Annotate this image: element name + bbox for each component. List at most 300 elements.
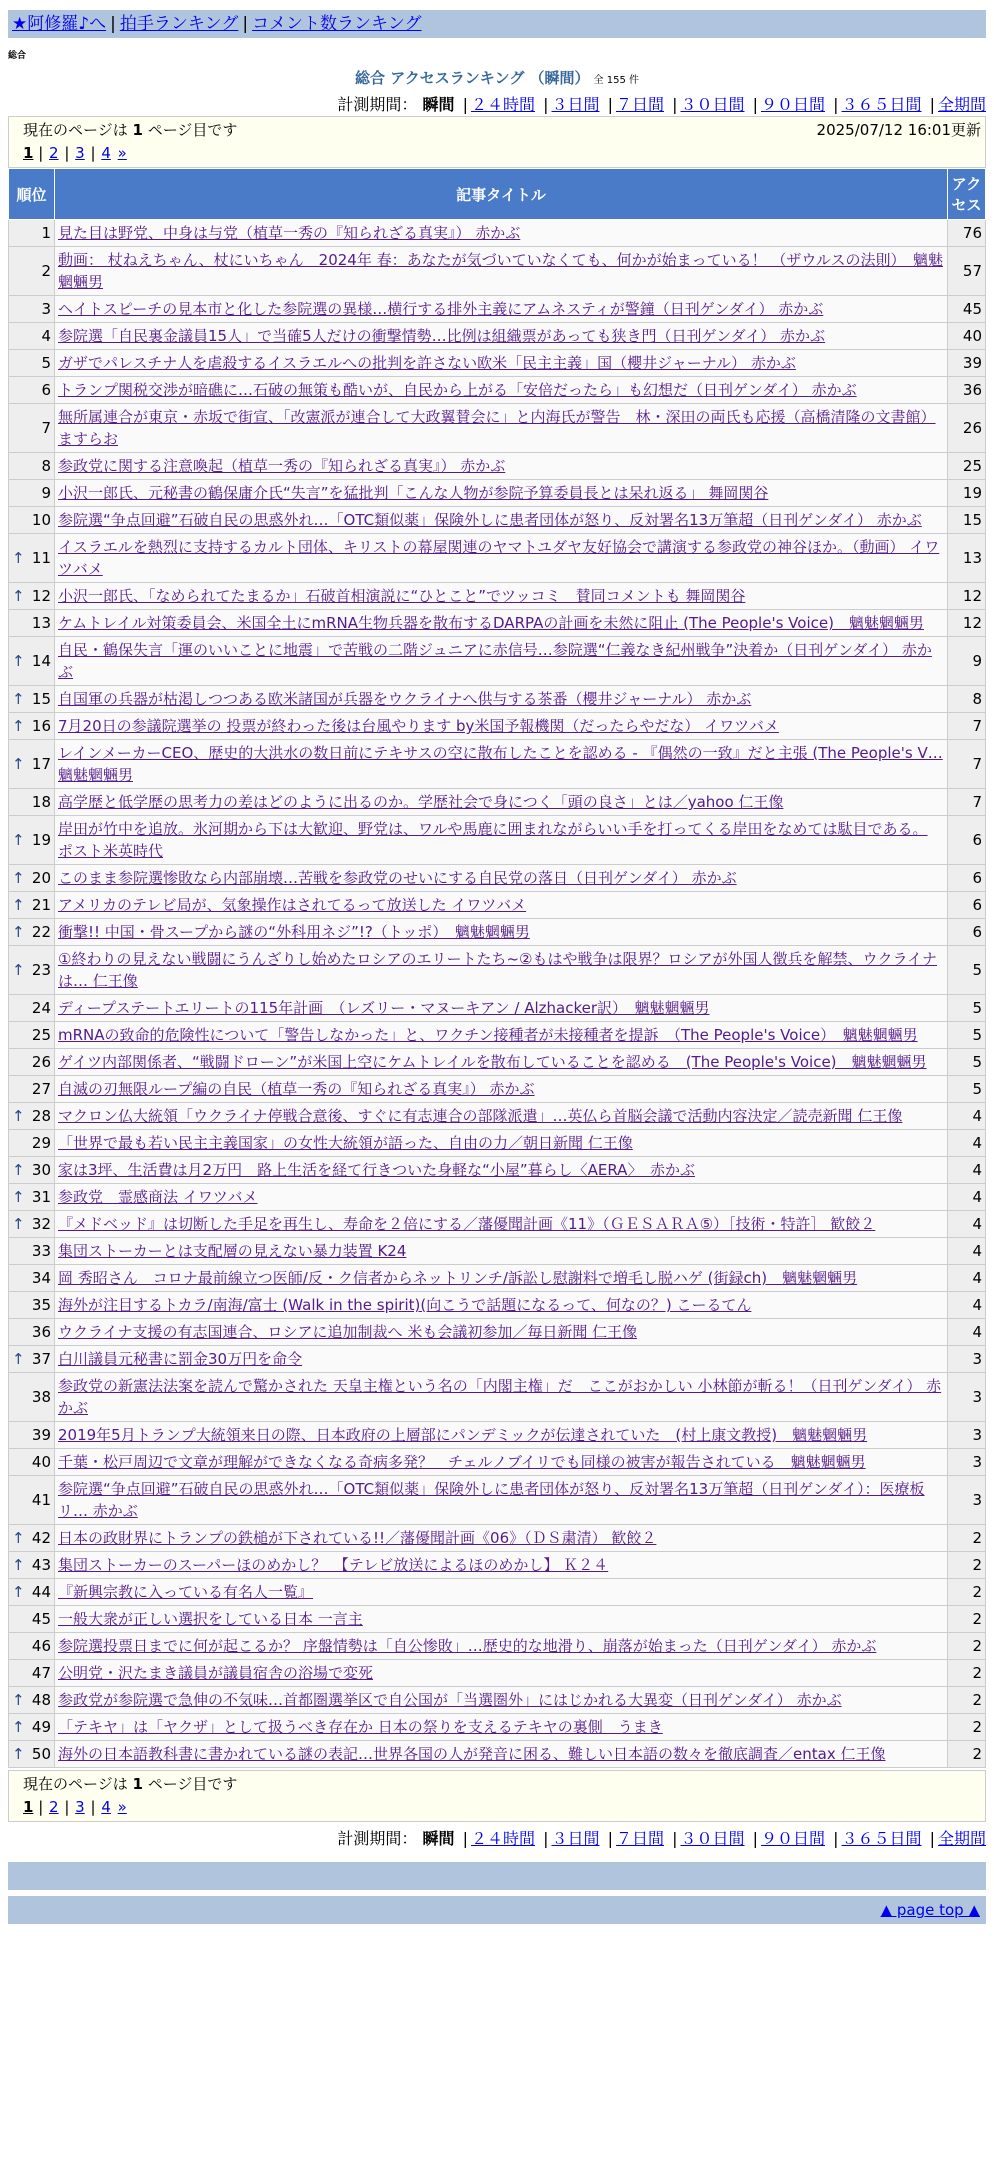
table-row [9, 637, 986, 686]
period-link-90d[interactable]: ９０日間 [760, 95, 825, 114]
access-count: 2 [948, 1606, 986, 1633]
rank-cell [9, 296, 55, 323]
rank-up-arrow-icon: ↑ [12, 690, 25, 708]
updated-timestamp: 2025/07/12 16:01更新 [816, 121, 981, 139]
rank-cell [9, 789, 55, 816]
table-row [9, 583, 986, 610]
title-cell [55, 789, 948, 816]
access-count: 3 [948, 1346, 986, 1373]
rank-cell [9, 816, 55, 865]
article-title-link[interactable]: トランプ関税交渉が暗礁に…石破の無策も酷いが、自民から上がる「安倍だったら」も幻想だ（日刊ゲンダイ） 赤かぶ [58, 381, 857, 399]
period-link-30d[interactable]: ３０日間 [680, 95, 745, 114]
article-title-link[interactable]: 集団ストーカーとは支配層の見えない暴力装置 K24 [58, 1242, 407, 1260]
rank-up-arrow-icon: ↑ [12, 896, 25, 914]
rank-cell [9, 1741, 55, 1768]
rank-number: 7 [41, 419, 51, 437]
title-cell [55, 1579, 948, 1606]
article-title-link[interactable]: 参政党に関する注意喚起（植草一秀の『知られざる真実』） 赤かぶ [58, 457, 506, 475]
article-title-link[interactable]: 『新興宗教に入っている有名人一覧』 [58, 1583, 314, 1601]
top-navigation [8, 10, 986, 38]
article-title-link[interactable]: 7月20日の参議院選挙の 投票が終わった後は台風やります by米国予報機関（だったらやだな） イワツバメ [58, 717, 779, 735]
header-rank: 順位 [9, 169, 55, 220]
ranking-table [8, 168, 986, 1768]
table-row [9, 1552, 986, 1579]
rank-number: 31 [31, 1188, 51, 1206]
period-link-24h[interactable]: ２４時間 [470, 1829, 535, 1848]
title-cell [55, 713, 948, 740]
access-count: 4 [948, 1265, 986, 1292]
article-title-link[interactable]: ヘイトスピーチの見本市と化した参院選の異様…横行する排外主義にアムネスティが警鐘（日刊ゲンダイ） 赤かぶ [58, 300, 824, 318]
article-title-link[interactable]: 千葉・松戸周辺で文章が理解ができなくなる奇病多発？ チェルノブイリでも同様の被害が報告されている 魑魅魍魎男 [58, 1453, 866, 1471]
rank-number: 22 [31, 923, 51, 941]
rank-number: 49 [31, 1718, 51, 1736]
rank-number: 4 [41, 327, 51, 345]
rank-cell [9, 1422, 55, 1449]
title-cell [55, 404, 948, 453]
article-title-link[interactable]: 動画： 杖ねえちゃん、杖にいちゃん 2024年 春：あなたが気づいていなくても、何かが始まっている！ （ザウルスの法則） 魑魅魍魎男 [58, 251, 943, 291]
rank-cell [9, 919, 55, 946]
rank-number: 41 [31, 1491, 51, 1509]
table-row [9, 1319, 986, 1346]
access-count: 6 [948, 865, 986, 892]
page-4-link[interactable]: 4 [101, 1798, 111, 1816]
period-link-365d[interactable]: ３６５日間 [841, 95, 922, 114]
article-title-link[interactable]: 参政党 霊感商法 イワツバメ [58, 1188, 258, 1206]
rank-cell [9, 247, 55, 296]
rank-cell [9, 1211, 55, 1238]
rank-number: 15 [31, 690, 51, 708]
rank-cell [9, 1476, 55, 1525]
rank-cell [9, 1049, 55, 1076]
period-link-90d[interactable]: ９０日間 [760, 1829, 825, 1848]
rank-number: 16 [31, 717, 51, 735]
table-row [9, 1525, 986, 1552]
rank-cell [9, 740, 55, 789]
article-title-link[interactable]: ①終わりの見えない戦闘にうんざりし始めたロシアのエリートたち~②もはや戦争は限界？ロシアが外国人徴兵を解禁、ウクライナは… 仁王像 [58, 950, 938, 990]
article-title-link[interactable]: 岸田が竹中を追放。氷河期から下は大歓迎、野党は、ワルや馬鹿に囲まれながらいい手を打ってくる岸田をなめては駄目である。 ポスト米英時代 [58, 820, 928, 860]
rank-cell [9, 1449, 55, 1476]
period-link-all[interactable]: 全期間 [937, 95, 986, 114]
article-title-link[interactable]: 自滅の刃無限ループ編の自民（植草一秀の『知られざる真実』） 赤かぶ [58, 1080, 535, 1098]
article-title-link[interactable]: ウクライナ支援の有志国連合、ロシアに追加制裁へ 米も会議初参加／毎日新聞 仁王像 [58, 1323, 638, 1341]
rank-cell [9, 1292, 55, 1319]
article-title-link[interactable]: 参政党が参院選で急伸の不気味…首都圏選挙区で自公国が「当選圏外」にはじかれる大異変（日刊ゲンダイ） 赤かぶ [58, 1691, 842, 1709]
article-title-link[interactable]: 自民・鶴保失言「運のいいことに地震」で苦戦の二階ジュニアに赤信号…参院選“仁義なき紀州戦争”決着か（日刊ゲンダイ） 赤かぶ [58, 641, 932, 681]
title-cell [55, 350, 948, 377]
rank-cell [9, 1103, 55, 1130]
title-cell [55, 995, 948, 1022]
access-count: 2 [948, 1741, 986, 1768]
rank-number: 35 [31, 1296, 51, 1314]
access-count: 5 [948, 1022, 986, 1049]
article-title-link[interactable]: このまま参院選惨敗なら内部崩壊…苦戦を参政党のせいにする自民党の落日（日刊ゲンダイ） 赤かぶ [58, 869, 737, 887]
title-cell [55, 1076, 948, 1103]
access-count: 19 [948, 480, 986, 507]
article-title-link[interactable]: 見た目は野党、中身は与党（植草一秀の『知られざる真実』） 赤かぶ [58, 224, 521, 242]
access-count: 2 [948, 1579, 986, 1606]
access-count: 13 [948, 534, 986, 583]
title-cell [55, 1238, 948, 1265]
rank-number: 19 [31, 831, 51, 849]
nav-link-clap-ranking[interactable]: 拍手ランキング [119, 14, 239, 34]
table-row [9, 480, 986, 507]
page-3-link[interactable]: 3 [75, 144, 85, 162]
rank-cell [9, 1525, 55, 1552]
access-count: 4 [948, 1157, 986, 1184]
access-count: 6 [948, 919, 986, 946]
current-page-text: 現在のページは 1 ページ目です [23, 121, 238, 139]
rank-number: 39 [31, 1426, 51, 1444]
rank-number: 12 [31, 587, 51, 605]
rank-cell [9, 1714, 55, 1741]
title-cell [55, 480, 948, 507]
rank-number: 6 [41, 381, 51, 399]
table-row [9, 247, 986, 296]
title-cell [55, 1130, 948, 1157]
rank-number: 44 [31, 1583, 51, 1601]
title-cell [55, 247, 948, 296]
rank-number: 8 [41, 457, 51, 475]
rank-number: 43 [31, 1556, 51, 1574]
article-title-link[interactable]: 公明党・沢たまき議員が議員宿舎の浴場で変死 [58, 1664, 374, 1682]
table-row [9, 1211, 986, 1238]
total-count: 全 155 件 [593, 75, 639, 86]
article-title-link[interactable]: 参院選“争点回避”石破自民の思惑外れ…「OTC類似薬」保険外しに患者団体が怒り、反対署名13万筆超（日刊ゲンダイ）：医療板リ… 赤かぶ [58, 1480, 925, 1520]
article-title-link[interactable]: 衝撃!! 中国・骨スープから謎の“外科用ネジ”!?（トッポ） 魑魅魍魎男 [58, 923, 530, 941]
rank-number: 18 [31, 793, 51, 811]
rank-cell [9, 1076, 55, 1103]
page-top-link[interactable]: ▲ page top ▲ [880, 1901, 980, 1919]
article-title-link[interactable]: 参政党の新憲法法案を読んで驚かされた 天皇主権という名の「内閣主権」だ ここがおかしい 小林節が斬る！（日刊ゲンダイ） 赤かぶ [58, 1377, 942, 1417]
title-cell [55, 1714, 948, 1741]
access-count: 7 [948, 740, 986, 789]
rank-cell [9, 1265, 55, 1292]
rank-number: 48 [31, 1691, 51, 1709]
title-cell [55, 892, 948, 919]
rank-number: 26 [31, 1053, 51, 1071]
period-link-3d[interactable]: ３日間 [551, 95, 600, 114]
rank-cell [9, 1552, 55, 1579]
rank-cell [9, 1373, 55, 1422]
rank-up-arrow-icon: ↑ [12, 1691, 25, 1709]
period-link-24h[interactable]: ２４時間 [470, 95, 535, 114]
table-row [9, 220, 986, 247]
article-title-link[interactable]: 高学歴と低学歴の思考力の差はどのように出るのか。学歴社会で身につく「頭の良さ」とは／yahoo 仁王像 [58, 793, 784, 811]
rank-number: 25 [31, 1026, 51, 1044]
rank-cell [9, 865, 55, 892]
table-row [9, 740, 986, 789]
page-4-link[interactable]: 4 [101, 144, 111, 162]
rank-cell [9, 1184, 55, 1211]
title-cell [55, 816, 948, 865]
table-row [9, 1476, 986, 1525]
rank-up-arrow-icon: ↑ [12, 1718, 25, 1736]
table-row [9, 1292, 986, 1319]
rank-cell [9, 350, 55, 377]
article-title-link[interactable]: 参院選投票日までに何が起こるか？ 序盤情勢は「自公惨敗」…歴史的な地滑り、崩落が始まった（日刊ゲンダイ） 赤かぶ [58, 1637, 877, 1655]
title-cell [55, 1184, 948, 1211]
article-title-link[interactable]: 家は3坪、生活費は月2万円 路上生活を経て行きついた身軽な“小屋”暮らし〈AERA〉 赤かぶ [58, 1161, 695, 1179]
rank-up-arrow-icon: ↑ [12, 717, 25, 735]
access-count: 36 [948, 377, 986, 404]
title-cell [55, 583, 948, 610]
table-row [9, 1687, 986, 1714]
access-count: 7 [948, 789, 986, 816]
article-title-link[interactable]: イスラエルを熱烈に支持するカルト団体、キリストの幕屋関連のヤマトユダヤ友好協会で講演する参政党の神谷ほか。（動画） イワツバメ [58, 538, 940, 578]
rank-number: 42 [31, 1529, 51, 1547]
rank-cell [9, 713, 55, 740]
rank-up-arrow-icon: ↑ [12, 1161, 25, 1179]
rank-cell [9, 995, 55, 1022]
page-title-row [8, 67, 986, 88]
next-page-link[interactable]: » [117, 144, 127, 162]
title-cell [55, 1741, 948, 1768]
rank-number: 11 [31, 549, 51, 567]
page-info-bottom [8, 1770, 986, 1822]
table-row [9, 453, 986, 480]
article-title-link[interactable]: 日本の政財界にトランプの鉄槌が下されている!!／藩優聞計画《06》（ＤＳ粛清） 歓餃２ [58, 1529, 657, 1547]
section-label: 総合 [8, 51, 27, 61]
title-cell [55, 1292, 948, 1319]
article-title-link[interactable]: 小沢一郎氏、「なめられてたまるか」石破首相演説に“ひとこと”でツッコミ 賛同コメントも 舞岡関谷 [58, 587, 746, 605]
rank-cell [9, 946, 55, 995]
table-row [9, 1346, 986, 1373]
access-count: 6 [948, 892, 986, 919]
article-title-link[interactable]: マクロン仏大統領「ウクライナ停戦合意後、すぐに有志連合の部隊派遣」…英仏ら首脳会議で活動内容決定／読売新聞 仁王像 [58, 1107, 903, 1125]
access-count: 7 [948, 713, 986, 740]
period-link-365d[interactable]: ３６５日間 [841, 1829, 922, 1848]
title-cell [55, 1552, 948, 1579]
table-row [9, 296, 986, 323]
table-row [9, 534, 986, 583]
nav-link-asyura[interactable]: ★阿修羅♪へ [12, 14, 107, 34]
rank-number: 33 [31, 1242, 51, 1260]
rank-cell [9, 637, 55, 686]
rank-number: 17 [31, 755, 51, 773]
rank-cell [9, 1157, 55, 1184]
access-count: 2 [948, 1660, 986, 1687]
table-row [9, 1422, 986, 1449]
rank-number: 37 [31, 1350, 51, 1368]
title-cell [55, 1103, 948, 1130]
title-cell [55, 377, 948, 404]
article-title-link[interactable]: 無所属連合が東京・赤坂で街宣、「改憲派が連合して大政翼賛会に」と内海氏が警告 林・深田の両氏も応援（高橋清隆の文書館） ますらお [58, 408, 936, 448]
access-count: 39 [948, 350, 986, 377]
access-count: 4 [948, 1319, 986, 1346]
article-title-link[interactable]: 「テキヤ」は「ヤクザ」として扱うべき存在か 日本の祭りを支えるテキヤの裏側 うまき [58, 1718, 663, 1736]
table-row [9, 1373, 986, 1422]
rank-up-arrow-icon: ↑ [12, 1745, 25, 1763]
rank-cell [9, 1660, 55, 1687]
rank-up-arrow-icon: ↑ [12, 1583, 25, 1601]
article-title-link[interactable]: アメリカのテレビ局が、気象操作はされてるって放送した イワツバメ [58, 896, 527, 914]
rank-number: 27 [31, 1080, 51, 1098]
nav-separator: | [110, 14, 116, 34]
article-title-link[interactable]: 2019年5月トランプ大統領来日の際、日本政府の上層部にパンデミックが伝達されていた (村上康文教授) 魑魅魍魎男 [58, 1426, 868, 1444]
access-count: 26 [948, 404, 986, 453]
table-row [9, 946, 986, 995]
table-row [9, 919, 986, 946]
access-count: 4 [948, 1211, 986, 1238]
rank-number: 28 [31, 1107, 51, 1125]
title-cell [55, 946, 948, 995]
rank-cell [9, 480, 55, 507]
rank-up-arrow-icon: ↑ [12, 923, 25, 941]
rank-cell [9, 610, 55, 637]
rank-cell [9, 1022, 55, 1049]
title-cell [55, 1525, 948, 1552]
article-title-link[interactable]: 参院選「自民裏金議員15人」で当確5人だけの衝撃情勢…比例は組織票があっても狭き門（日刊ゲンダイ） 赤かぶ [58, 327, 826, 345]
article-title-link[interactable]: mRNAの致命的危険性について「警告しなかった」と、ワクチン接種者が未接種者を提訴 （The People's Voice） 魑魅魍魎男 [58, 1026, 918, 1044]
article-title-link[interactable]: ディープステートエリートの115年計画 （レズリー・マヌーキアン / Alzhacker訳） 魑魅魍魎男 [58, 999, 710, 1017]
rank-cell [9, 1346, 55, 1373]
rank-number: 2 [41, 262, 51, 280]
rank-up-arrow-icon: ↑ [12, 961, 25, 979]
title-cell [55, 1476, 948, 1525]
article-title-link[interactable]: ガザでパレスチナ人を虐殺するイスラエルへの批判を許さない欧米「民主主義」国（櫻井ジャーナル） 赤かぶ [58, 354, 796, 372]
page-1: 1 [23, 1798, 34, 1816]
access-count: 5 [948, 1076, 986, 1103]
rank-number: 34 [31, 1269, 51, 1287]
period-current: 瞬間 [422, 1829, 455, 1848]
rank-up-arrow-icon: ↑ [12, 549, 25, 567]
rank-number: 40 [31, 1453, 51, 1471]
rank-up-arrow-icon: ↑ [12, 1350, 25, 1368]
article-title-link[interactable]: 『メドベッド』は切断した手足を再生し、寿命を２倍にする／藩優聞計画《11》（ＧＥＳＡＲＡ⑤）［技術・特許］ 歓餃２ [58, 1215, 876, 1233]
access-count: 2 [948, 1552, 986, 1579]
table-row [9, 865, 986, 892]
period-link-30d[interactable]: ３０日間 [680, 1829, 745, 1848]
title-cell [55, 1022, 948, 1049]
article-title-link[interactable]: 小沢一郎氏、元秘書の鶴保庸介氏“失言”を猛批判「こんな人物が参院予算委員長とは呆れ返る」 舞岡関谷 [58, 484, 769, 502]
title-cell [55, 1346, 948, 1373]
title-cell [55, 1449, 948, 1476]
table-row [9, 1049, 986, 1076]
article-title-link[interactable]: 海外が注目するトカラ/南海/富士 (Walk in the spirit)(向こうで話題になるって、何なの？) こーるてん [58, 1296, 752, 1314]
rank-number: 9 [41, 484, 51, 502]
table-row [9, 1238, 986, 1265]
title-cell [55, 534, 948, 583]
rank-up-arrow-icon: ↑ [12, 652, 25, 670]
table-row [9, 1714, 986, 1741]
article-title-link[interactable]: 集団ストーカーのスーパーほのめかし？ 【テレビ放送によるほのめかし】 Ｋ２４ [58, 1556, 609, 1574]
access-count: 25 [948, 453, 986, 480]
article-title-link[interactable]: ゲイツ内部関係者、“戦闘ドローン”が米国上空にケムトレイルを散布していることを認める (The People's Voice) 魑魅魍魎男 [58, 1053, 927, 1071]
table-row [9, 1184, 986, 1211]
access-count: 12 [948, 583, 986, 610]
table-row [9, 1022, 986, 1049]
table-row [9, 1103, 986, 1130]
title-cell [55, 1633, 948, 1660]
rank-up-arrow-icon: ↑ [12, 1107, 25, 1125]
rank-number: 46 [31, 1637, 51, 1655]
title-cell [55, 865, 948, 892]
rank-number: 29 [31, 1134, 51, 1152]
rank-cell [9, 507, 55, 534]
rank-cell [9, 1319, 55, 1346]
ranking-table-body [9, 220, 986, 1768]
article-title-link[interactable]: 自国軍の兵器が枯渇しつつある欧米諸国が兵器をウクライナへ供与する茶番（櫻井ジャーナル） 赤かぶ [58, 690, 752, 708]
article-title-link[interactable]: ケムトレイル対策委員会、米国全土にmRNA生物兵器を散布するDARPAの計画を未然に阻止 (The People's Voice) 魑魅魍魎男 [58, 614, 924, 632]
rank-cell [9, 404, 55, 453]
table-row [9, 404, 986, 453]
access-count: 5 [948, 946, 986, 995]
period-link-7d[interactable]: ７日間 [615, 95, 664, 114]
article-title-link[interactable]: レインメーカーCEO、歴史的大洪水の数日前にテキサスの空に散布したことを認める - 『偶然の一致』だと主張 (The People's V… 魑魅魍魎男 [58, 744, 943, 784]
table-row [9, 789, 986, 816]
access-count: 4 [948, 1103, 986, 1130]
title-cell [55, 323, 948, 350]
page-title: 総合 アクセスランキング （瞬間） [355, 69, 590, 87]
page-info-top [8, 116, 986, 168]
rank-number: 47 [31, 1664, 51, 1682]
table-row [9, 995, 986, 1022]
page-2-link[interactable]: 2 [49, 1798, 59, 1816]
table-row [9, 892, 986, 919]
article-title-link[interactable]: 岡 秀昭さん コロナ最前線立つ医師/反・ク信者からネットリンチ/訴訟し慰謝料で増毛し脱ハゲ (街録ch) 魑魅魍魎男 [58, 1269, 858, 1287]
title-cell [55, 1049, 948, 1076]
rank-up-arrow-icon: ↑ [12, 1215, 25, 1233]
title-cell [55, 686, 948, 713]
access-count: 2 [948, 1633, 986, 1660]
period-link-3d[interactable]: ３日間 [551, 1829, 600, 1848]
rank-up-arrow-icon: ↑ [12, 1556, 25, 1574]
rank-cell [9, 534, 55, 583]
access-count: 6 [948, 816, 986, 865]
title-cell [55, 1660, 948, 1687]
access-count: 2 [948, 1714, 986, 1741]
article-title-link[interactable]: 一般大衆が正しい選択をしている日本 一言主 [58, 1610, 363, 1628]
page-top-bar [8, 1896, 986, 1924]
access-count: 40 [948, 323, 986, 350]
title-cell [55, 610, 948, 637]
access-count: 4 [948, 1238, 986, 1265]
article-title-link[interactable]: 「世界で最も若い民主主義国家」の女性大統領が語った、自由の力／朝日新聞 仁王像 [58, 1134, 633, 1152]
rank-cell [9, 892, 55, 919]
period-label: 計測期間： [337, 1829, 418, 1848]
article-title-link[interactable]: 参院選“争点回避”石破自民の思惑外れ…「OTC類似薬」保険外しに患者団体が怒り、反対署名13万筆超（日刊ゲンダイ） 赤かぶ [58, 511, 922, 529]
table-row [9, 1157, 986, 1184]
period-link-all[interactable]: 全期間 [937, 1829, 986, 1848]
rank-cell [9, 686, 55, 713]
title-cell [55, 1319, 948, 1346]
article-title-link[interactable]: 白川議員元秘書に罰金30万円を命令 [58, 1350, 303, 1368]
rank-number: 13 [31, 614, 51, 632]
pagination-bottom: 1 | 2 | 3 | 4 » [23, 1798, 127, 1816]
rank-number: 30 [31, 1161, 51, 1179]
title-cell [55, 1157, 948, 1184]
title-cell [55, 296, 948, 323]
page-2-link[interactable]: 2 [49, 144, 59, 162]
rank-number: 23 [31, 961, 51, 979]
access-count: 8 [948, 686, 986, 713]
next-page-link[interactable]: » [117, 1798, 127, 1816]
rank-number: 38 [31, 1388, 51, 1406]
rank-number: 1 [41, 224, 51, 242]
rank-number: 5 [41, 354, 51, 372]
rank-up-arrow-icon: ↑ [12, 1188, 25, 1206]
rank-cell [9, 1130, 55, 1157]
table-header-row [9, 169, 986, 220]
period-selector-top: 計測期間： 瞬間 | ２４時間 | ３日間 | ７日間 | ３０日間 | ９０日間 | ３６５日間 | 全期間 [337, 95, 986, 114]
title-cell [55, 453, 948, 480]
access-count: 4 [948, 1184, 986, 1211]
page-3-link[interactable]: 3 [75, 1798, 85, 1816]
nav-link-comment-ranking[interactable]: コメント数ランキング [252, 14, 422, 34]
table-row [9, 377, 986, 404]
article-title-link[interactable]: 海外の日本語教科書に書かれている謎の表記…世界各国の人が発音に困る、難しい日本語の数々を徹底調査／entax 仁王像 [58, 1745, 886, 1763]
period-link-7d[interactable]: ７日間 [615, 1829, 664, 1848]
